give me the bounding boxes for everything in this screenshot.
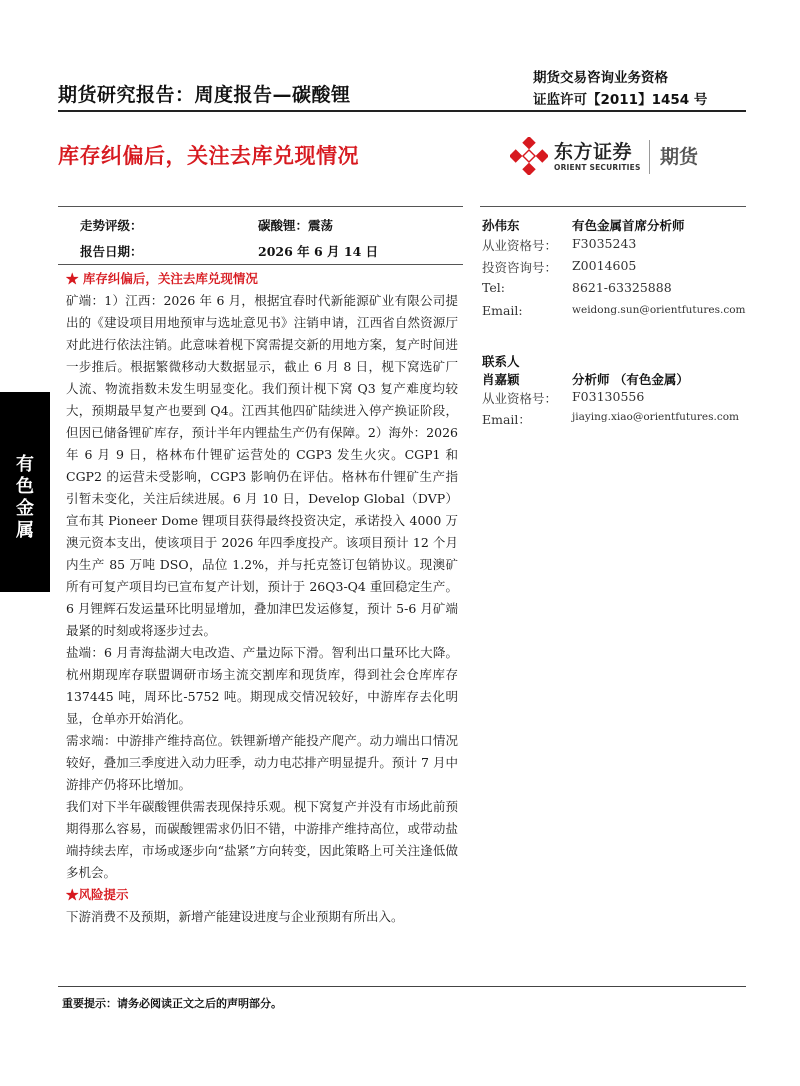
side-tab-char: 有	[16, 454, 34, 475]
analyst-2-email-label: Email：	[482, 412, 531, 427]
date-label: 报告日期：	[80, 244, 143, 259]
info-bottom-rule	[58, 264, 463, 265]
logo-brand-cn: 东方证券	[554, 141, 633, 163]
qualification-line-2: 证监许可【2011】1454 号	[533, 92, 708, 108]
page-headline: 库存纠偏后，关注去库兑现情况	[58, 144, 359, 168]
section-side-tab	[0, 392, 50, 592]
paragraph-mine: 矿端：1）江西：2026 年 6 月，根据宜春时代新能源矿业有限公司提出的《建设项目用地预审与选址意见书》注销申请，江西省自然资源厅对此进行依法注销。此意味着枧下窝需提交新的用地方案，复产时间进一步推后。根据繁微移动大数据显示，截止 6 月 8 日，枧下窝选矿厂人流、物流指数未发生明显变化。我们预计枧下窝 Q3 复产难度均较大，预期最早复产也要到 Q4。江西其他四矿陆续进入停产换证阶段，但因已储备锂矿库存，预计半年内锂盐生产仍有保障。2）海外：2026 年 6 月 9 日，格林布什锂矿运营处的 CGP3 发生火灾。CGP1 和 CGP2 的运营未受影响，CGP3 影响仍在评估。格林布什锂矿生产指引暂未变化，关注后续进展。6 月 10 日，Develop Global（DVP）宣布其 Pioneer Dome 锂项目获得最终投资决定，承诺投入 4000 万澳元资本支出，使该项目于 2026 年四季度投产。该项目预计 12 个月内生产 85 万吨 DSO，品位 1.2%，并与托克签订包销协议。现澳矿所有可复产项目均已宣布复产计划，预计于 26Q3-Q4 重回稳定生产。6 月锂辉石发运量环比明显增加，叠加津巴发运修复，预计 5-6 月矿端最紧的时刻或将逐步过去。	[66, 293, 458, 638]
analyst-1-tel-label: Tel:	[482, 280, 505, 295]
analyst-1-tel: 8621-63325888	[572, 280, 672, 295]
orient-logo	[510, 134, 740, 182]
date-value: 2026 年 6 月 14 日	[258, 244, 379, 259]
paragraph-demand: 需求端：中游排产维持高位。铁锂新增产能投产爬产。动力端出口情况较好，叠加三季度进入动力旺季，动力电芯排产明显提升。预计 7 月中游排产仍将环比增加。	[66, 733, 458, 792]
paragraph-outlook: 我们对下半年碳酸锂供需表现保持乐观。枧下窝复产并没有市场此前预期得那么容易，而碳酸锂需求仍旧不错，中游排产维持高位，或带动盐端持续去库，市场或逐步向“盐紧”方向转变，因此策略上可关注逢低做多机会。	[66, 799, 458, 880]
logo-separator	[649, 140, 650, 174]
analyst-1-email[interactable]: weidong.sun@orientfutures.com	[572, 304, 746, 316]
header-divider	[58, 110, 746, 112]
logo-division: 期货	[660, 146, 699, 168]
analyst-1-name: 孙伟东	[482, 218, 520, 233]
analyst-top-rule	[480, 206, 746, 207]
orient-diamond-icon	[510, 137, 548, 175]
qualification-line-1: 期货交易咨询业务资格	[533, 70, 668, 86]
side-tab-label	[0, 454, 50, 542]
analyst-1-consult-label: 投资咨询号：	[482, 260, 558, 275]
risk-heading: ★风险提示	[66, 887, 129, 902]
info-top-rule	[58, 206, 463, 207]
side-tab-char: 色	[16, 476, 34, 497]
analyst-1-consult: Z0014605	[572, 258, 637, 273]
risk-text: 下游消费不及预期，新增产能建设进度与企业预期有所出入。	[66, 909, 404, 924]
analyst-1-title: 有色金属首席分析师	[572, 218, 685, 233]
side-tab-char: 金	[16, 498, 34, 519]
analyst-1-cert-label: 从业资格号：	[482, 238, 558, 253]
report-title: 期货研究报告：周度报告—碳酸锂	[58, 84, 351, 106]
footer-rule	[58, 986, 746, 987]
report-body	[66, 268, 458, 928]
analyst-1-cert: F3035243	[572, 236, 637, 251]
analyst-2-cert: F03130556	[572, 389, 645, 404]
paragraph-salt: 盐端：6 月青海盐湖大电改造、产量边际下滑。智利出口量环比大降。杭州期现库存联盟调研市场主流交割库和现货库，得到社会仓库库存 137445 吨，周环比-5752 吨。期现成交情况较好，中游库存去化明显，仓单亦开始消化。	[66, 645, 458, 726]
rating-label: 走势评级：	[80, 218, 143, 233]
side-tab-char: 属	[16, 520, 34, 541]
summary-heading: ★ 库存纠偏后，关注去库兑现情况	[66, 271, 258, 286]
logo-brand-en: ORIENT SECURITIES	[554, 163, 641, 172]
analyst-2-name: 肖嘉颖	[482, 372, 520, 387]
footer-notice: 重要提示：请务必阅读正文之后的声明部分。	[62, 997, 282, 1010]
contact-heading: 联系人	[482, 354, 520, 369]
analyst-2-cert-label: 从业资格号：	[482, 391, 558, 406]
analyst-1-email-label: Email:	[482, 303, 523, 318]
rating-value: 碳酸锂：震荡	[258, 218, 334, 233]
analyst-2-email[interactable]: jiaying.xiao@orientfutures.com	[572, 411, 739, 423]
analyst-2-title: 分析师 （有色金属）	[572, 372, 689, 387]
